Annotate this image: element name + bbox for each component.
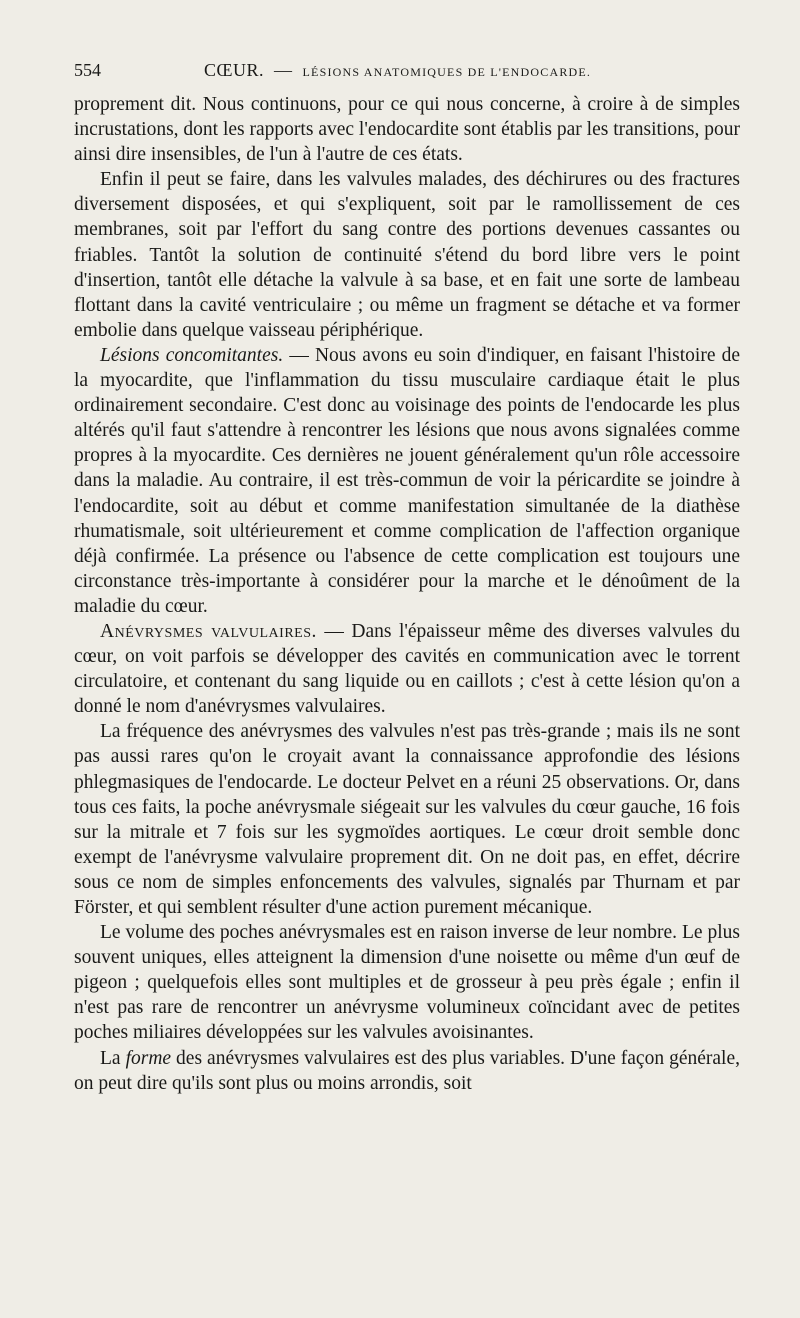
paragraph-ruptures: Enfin il peut se faire, dans les valvules malades, des déchirures ou des fractures diversement disposées, et qui s'expliquent, soit par le ramollissement de ces membranes, soit par l'effort du sang contre des portions devenues cassantes ou friables. Tantôt la solution de continuité s'étend du bord libre vers le point d'insertion, tantôt elle détache la valvule à sa base, et en fait une sorte de lambeau flottant dans la cavité ventriculaire ; ou même un fragment se détache et va former embolie dans quelque vaisseau périphérique. bbox=[74, 169, 740, 341]
paragraph-form bbox=[74, 1046, 740, 1096]
paragraph-form-text: des anévrysmes valvulaires est des plus variables. D'une façon générale, on peut dire qu'ils sont plus ou moins arrondis, soit bbox=[74, 1047, 740, 1094]
paragraph-valvular-aneurysms bbox=[74, 619, 740, 719]
running-head bbox=[204, 60, 591, 81]
paragraph-volume: Le volume des poches anévrysmales est en raison inverse de leur nombre. Le plus souvent uniques, elles atteignent la dimension d'une noisette ou même d'un œuf de pigeon ; quelquefois elles sont multiples et de grosseur à peu près égale ; enfin il n'est pas rare de rencontrer un anévrysme volumineux coïncidant avec de petites poches miliaires développées sur les valvules avoisinantes. bbox=[74, 922, 740, 1044]
page-number: 554 bbox=[74, 60, 101, 80]
running-head-main: CŒUR. bbox=[204, 60, 265, 80]
running-header bbox=[74, 60, 740, 86]
paragraph-frequency: La fréquence des anévrysmes des valvules n'est pas très-grande ; mais ils ne sont pas aussi rares qu'on le croyait avant la connaissance approfondie des lésions phlegmasiques de l'endocarde. Le docteur Pelvet en a réuni 25 observations. Or, dans tous ces faits, la poche anévrysmale siégeait sur les valvules du cœur gauche, 16 fois sur la mitrale et 7 fois sur les sygmoïdes aortiques. Le cœur droit semble donc exempt de l'anévrysme valvulaire proprement dit. On ne doit pas, en effet, décrire sous ce nom de simples enfoncements des valvules, signalés par Thurnam et par Förster, et qui semblent résulter d'une action purement mécanique. bbox=[74, 721, 740, 918]
running-head-section: LÉSIONS ANATOMIQUES DE L'ENDOCARDE. bbox=[302, 65, 592, 79]
paragraph-form-lead: La bbox=[100, 1047, 126, 1069]
page-body bbox=[74, 92, 740, 1096]
section-title-concomitant: Lésions concomitantes. bbox=[100, 344, 284, 366]
paragraph-concomitant-lesions bbox=[74, 343, 740, 619]
paragraph-aneurysms-text: — Dans l'épaisseur même des diverses valvules du cœur, on voit parfois se développer des cavités en communication avec le torrent circulatoire, et contenant du sang liquide ou en caillots ; c'est à cette lésion qu'on a donné le nom d'anévrysmes valvulaires. bbox=[74, 620, 740, 718]
running-head-separator: — bbox=[274, 60, 293, 80]
paragraph-continuation: proprement dit. Nous continuons, pour ce qui nous concerne, à croire à de simples incrustations, dont les rapports avec l'endocardite sont établis par les transitions, pour ainsi dire insensibles, de l'un à l'autre de ces états. bbox=[74, 94, 740, 166]
section-title-aneurysms: Anévrysmes valvulaires. bbox=[100, 620, 317, 642]
paragraph-concomitant-text: — Nous avons eu soin d'indiquer, en faisant l'histoire de la myocardite, que l'inflammation du tissu musculaire cardiaque était le plus ordinairement secondaire. C'est donc au voisinage des points de l'endocarde les plus altérés qu'il faut s'attendre à rencontrer les lésions que nous avons signalées comme propres à la myocardite. Ces dernières ne jouent généralement qu'un rôle accessoire dans la maladie. Au contraire, il est très-commun de voir la péricardite se joindre à l'endocardite, soit au début et comme manifestation simultanée de la diathèse rhumatismale, soit ultérieurement et comme complication de l'affection organique déjà confirmée. La présence ou l'absence de cette complication est toujours une circonstance très-importante à considérer pour la marche et le dénoûment de la maladie du cœur. bbox=[74, 344, 740, 617]
paragraph-form-emphasis: forme bbox=[125, 1047, 172, 1069]
